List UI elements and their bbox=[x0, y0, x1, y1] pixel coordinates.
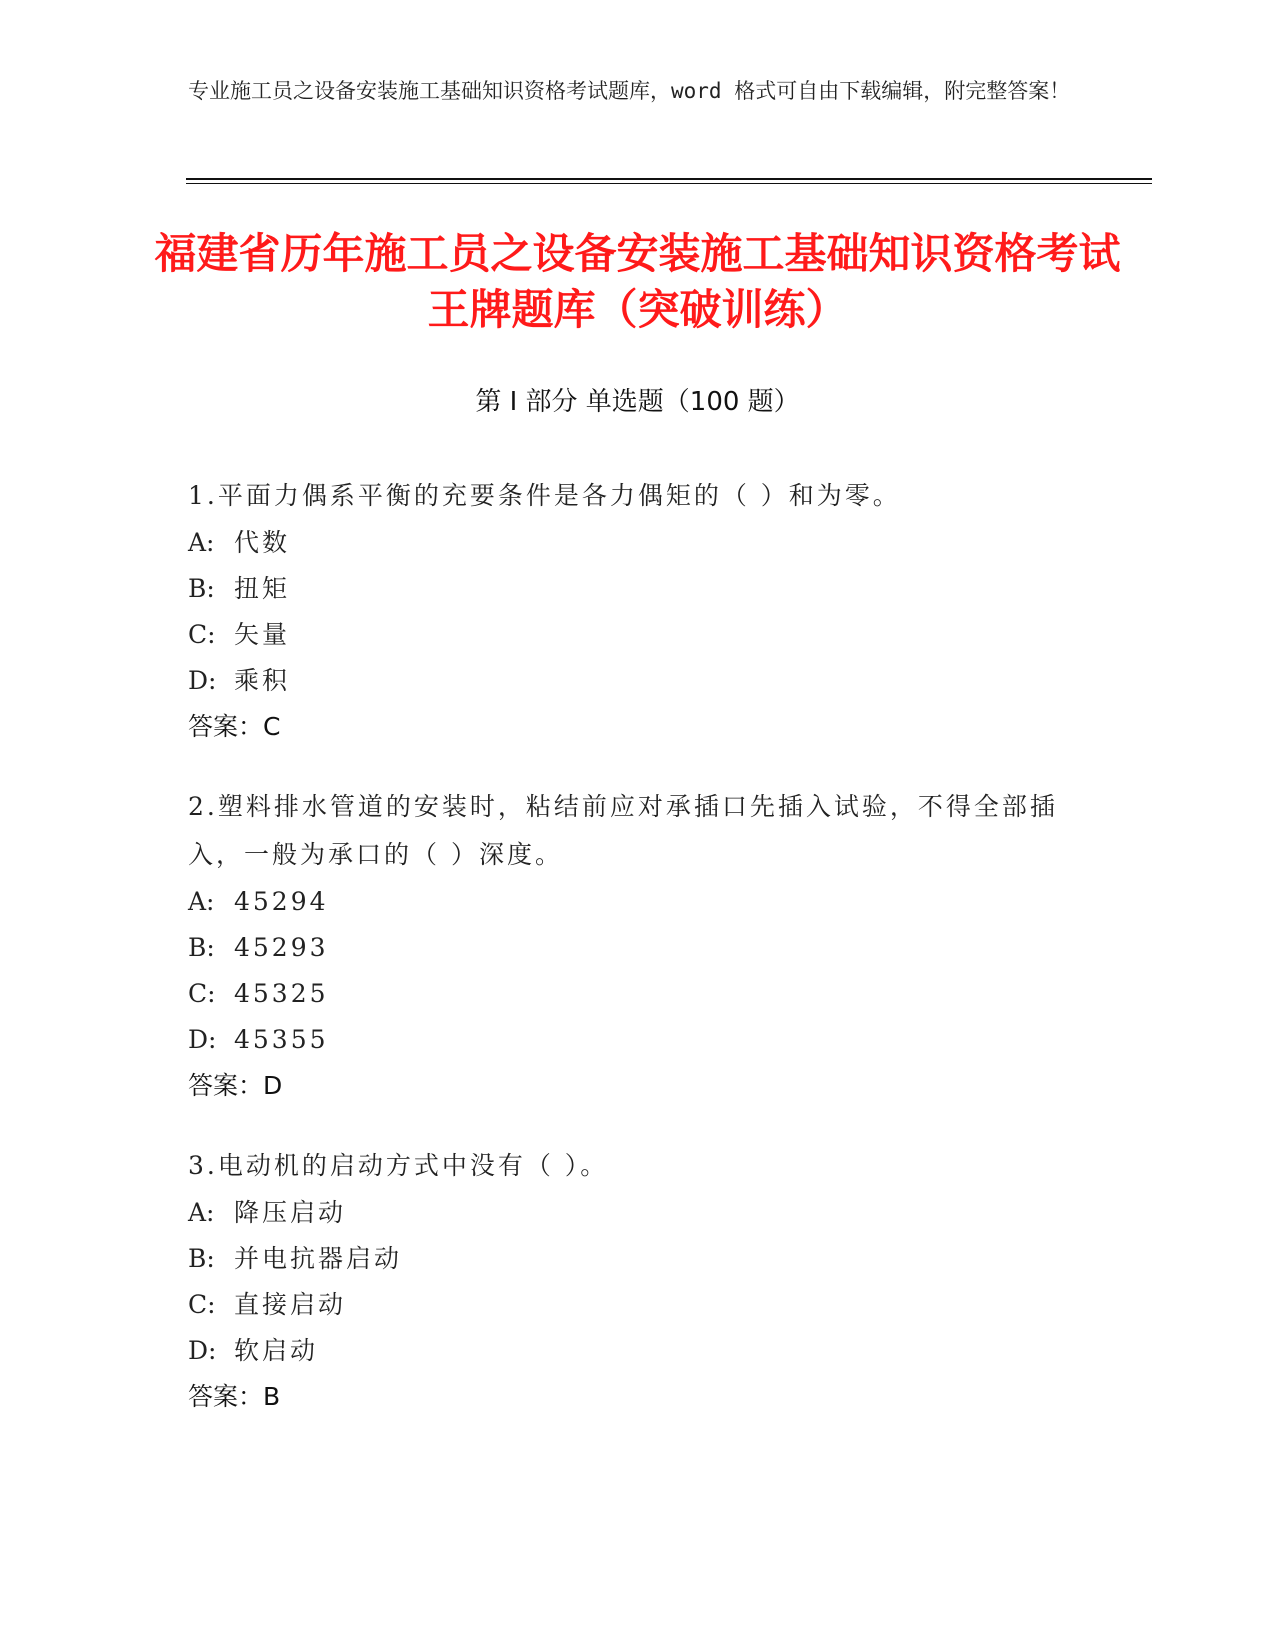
option-text: 乘积 bbox=[234, 666, 291, 695]
option-key: D: bbox=[188, 1025, 217, 1054]
option-key: B: bbox=[188, 1244, 215, 1273]
section-heading: 第 I 部分 单选题（100 题） bbox=[475, 387, 800, 417]
question-list bbox=[188, 472, 1068, 1453]
option-text: 45293 bbox=[234, 933, 329, 962]
option-text: 45325 bbox=[234, 979, 329, 1008]
option-key: A: bbox=[188, 528, 215, 557]
option-key: C: bbox=[188, 979, 216, 1008]
header-divider-thin bbox=[186, 183, 1152, 184]
option-key: D: bbox=[188, 666, 217, 695]
option-text: 矢量 bbox=[234, 620, 291, 649]
answer-line: 答案：C bbox=[188, 712, 281, 741]
option-key: C: bbox=[188, 620, 216, 649]
option-key: B: bbox=[188, 933, 215, 962]
option-c bbox=[188, 1282, 1068, 1328]
option-text: 降压启动 bbox=[234, 1198, 347, 1227]
option-key: A: bbox=[188, 887, 215, 916]
option-key: B: bbox=[188, 574, 215, 603]
question-stem: 1.平面力偶系平衡的充要条件是各力偶矩的（ ）和为零。 bbox=[188, 481, 901, 510]
option-d bbox=[188, 658, 1068, 704]
document-title: 福建省历年施工员之设备安装施工基础知识资格考试王牌题库（突破训练） bbox=[154, 229, 1121, 334]
option-c bbox=[188, 971, 1068, 1017]
option-text: 45355 bbox=[234, 1025, 329, 1054]
option-b bbox=[188, 566, 1068, 612]
question-stem: 3.电动机的启动方式中没有（ ）。 bbox=[188, 1151, 609, 1180]
option-d bbox=[188, 1328, 1068, 1374]
question-2 bbox=[188, 783, 1068, 1109]
option-a bbox=[188, 879, 1068, 925]
option-c bbox=[188, 612, 1068, 658]
option-text: 45294 bbox=[234, 887, 329, 916]
option-key: D: bbox=[188, 1336, 217, 1365]
answer-line: 答案：D bbox=[188, 1071, 283, 1100]
answer-line: 答案：B bbox=[188, 1382, 281, 1411]
option-text: 代数 bbox=[234, 528, 291, 557]
option-text: 软启动 bbox=[234, 1336, 319, 1365]
question-stem: 2.塑料排水管道的安装时，粘结前应对承插口先插入试验，不得全部插入，一般为承口的（ ）深度。 bbox=[188, 792, 1058, 869]
option-key: C: bbox=[188, 1290, 216, 1319]
option-a bbox=[188, 1190, 1068, 1236]
header-note: 专业施工员之设备安装施工基础知识资格考试题库，word 格式可自由下载编辑，附完整答案！ bbox=[188, 79, 1071, 103]
option-text: 扭矩 bbox=[234, 574, 291, 603]
question-1 bbox=[188, 472, 1068, 750]
option-key: A: bbox=[188, 1198, 215, 1227]
option-d bbox=[188, 1017, 1068, 1063]
option-text: 直接启动 bbox=[234, 1290, 347, 1319]
question-3 bbox=[188, 1142, 1068, 1420]
header-divider-thick bbox=[186, 178, 1152, 180]
option-b bbox=[188, 925, 1068, 971]
option-a bbox=[188, 520, 1068, 566]
option-text: 并电抗器启动 bbox=[234, 1244, 403, 1273]
option-b bbox=[188, 1236, 1068, 1282]
